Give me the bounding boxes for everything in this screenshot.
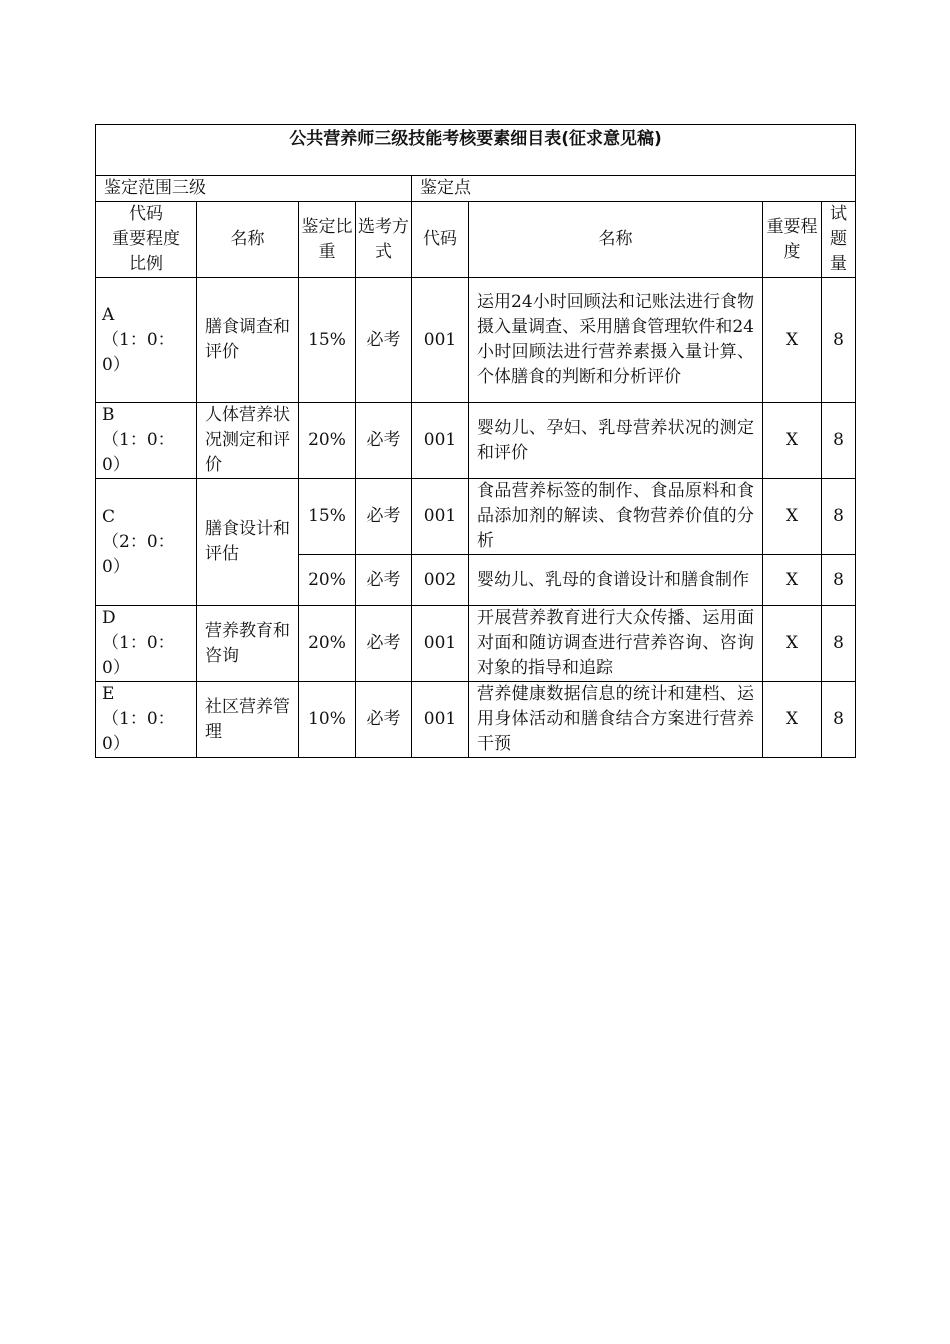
unit-code-cell [96, 403, 197, 479]
point-importance: X [763, 682, 822, 758]
assessment-table [95, 124, 856, 758]
header-code-line3: 比例 [129, 254, 163, 274]
unit-code: D [102, 608, 116, 628]
point-mode: 必考 [356, 479, 412, 555]
point-weight: 10% [299, 682, 356, 758]
unit-code: B [102, 405, 115, 425]
unit-code: E [102, 684, 115, 704]
title-row [96, 125, 856, 176]
point-code: 001 [412, 479, 469, 555]
point-count: 8 [822, 606, 856, 682]
header-code-line1: 代码 [129, 204, 163, 224]
unit-ratio: （1：0：0） [102, 430, 175, 475]
header-point-name: 名称 [469, 202, 763, 278]
point-weight: 20% [299, 606, 356, 682]
point-importance: X [763, 278, 822, 403]
point-weight: 20% [299, 555, 356, 606]
header-exam-mode: 选考方式 [356, 202, 412, 278]
table-row [96, 278, 856, 403]
unit-ratio: （1：0：0） [102, 329, 175, 375]
header-importance: 重要程度 [763, 202, 822, 278]
point-mode: 必考 [356, 278, 412, 403]
table-row [96, 479, 856, 555]
point-importance: X [763, 403, 822, 479]
header-question-count: 试题量 [822, 202, 856, 278]
header-point-code: 代码 [412, 202, 469, 278]
point-name: 开展营养教育进行大众传播、运用面对面和随访调查进行营养咨询、咨询对象的指导和追踪 [469, 606, 763, 682]
point-count: 8 [822, 403, 856, 479]
point-name: 食品营养标签的制作、食品原料和食品添加剂的解读、食物营养价值的分析 [469, 479, 763, 555]
point-importance: X [763, 479, 822, 555]
unit-name: 社区营养管理 [197, 682, 299, 758]
point-code: 001 [412, 278, 469, 403]
point-count: 8 [822, 479, 856, 555]
unit-code-cell [96, 682, 197, 758]
scope-label: 鉴定范围三级 [96, 176, 412, 202]
point-name: 运用24小时回顾法和记账法进行食物摄入量调查、采用膳食管理软件和24小时回顾法进行营养素摄入量计算、个体膳食的判断和分析评价 [469, 278, 763, 403]
unit-ratio: （1：0：0） [102, 709, 175, 754]
section-row [96, 176, 856, 202]
point-name: 婴幼儿、孕妇、乳母营养状况的测定和评价 [469, 403, 763, 479]
point-count: 8 [822, 682, 856, 758]
point-count: 8 [822, 278, 856, 403]
unit-code-cell [96, 606, 197, 682]
point-code: 002 [412, 555, 469, 606]
point-weight: 20% [299, 403, 356, 479]
point-code: 001 [412, 606, 469, 682]
table-row [96, 682, 856, 758]
table-row [96, 606, 856, 682]
point-importance: X [763, 555, 822, 606]
point-weight: 15% [299, 278, 356, 403]
unit-code: A [102, 304, 115, 325]
unit-name: 人体营养状况测定和评价 [197, 403, 299, 479]
unit-ratio: （1：0：0） [102, 633, 175, 678]
point-code: 001 [412, 682, 469, 758]
point-mode: 必考 [356, 403, 412, 479]
point-name: 婴幼儿、乳母的食谱设计和膳食制作 [469, 555, 763, 606]
header-code-line2: 重要程度 [112, 229, 180, 249]
point-importance: X [763, 606, 822, 682]
point-mode: 必考 [356, 606, 412, 682]
unit-ratio: （2：0：0） [102, 531, 175, 577]
header-name: 名称 [197, 202, 299, 278]
table-row [96, 403, 856, 479]
point-mode: 必考 [356, 682, 412, 758]
header-row [96, 202, 856, 278]
table-title: 公共营养师三级技能考核要素细目表(征求意见稿) [96, 125, 856, 176]
header-weight: 鉴定比重 [299, 202, 356, 278]
header-code [96, 202, 197, 278]
unit-name: 膳食调查和评价 [197, 278, 299, 403]
unit-code-cell [96, 278, 197, 403]
point-count: 8 [822, 555, 856, 606]
point-weight: 15% [299, 479, 356, 555]
point-label: 鉴定点 [412, 176, 856, 202]
point-name: 营养健康数据信息的统计和建档、运用身体活动和膳食结合方案进行营养干预 [469, 682, 763, 758]
unit-code: C [102, 506, 116, 527]
unit-code-cell [96, 479, 197, 606]
unit-name: 营养教育和咨询 [197, 606, 299, 682]
point-mode: 必考 [356, 555, 412, 606]
unit-name: 膳食设计和评估 [197, 479, 299, 606]
point-code: 001 [412, 403, 469, 479]
